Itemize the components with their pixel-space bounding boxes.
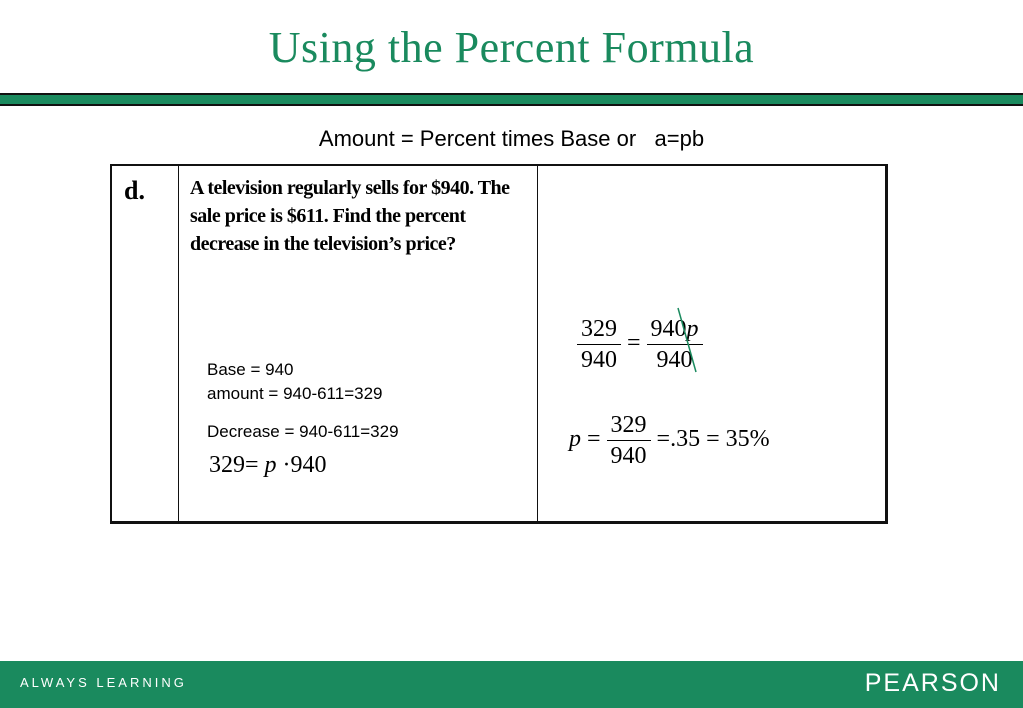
fraction-left — [577, 314, 621, 375]
pearson-logo: PEARSON — [864, 669, 1001, 697]
numerator-variable: p — [686, 316, 699, 342]
formula-subtitle: Amount = Percent times Base or a=pb — [318, 126, 705, 151]
solution-variable: p — [569, 426, 581, 453]
percent-equation — [209, 452, 327, 479]
decrease-line: Decrease = 940-611=329 — [207, 422, 399, 441]
footer-bar — [0, 661, 1023, 708]
cancel-mark — [674, 306, 704, 374]
solution-equation — [569, 410, 770, 471]
equals-sign: = — [627, 330, 641, 357]
equation-variable: p — [264, 452, 277, 478]
fraction-denominator: 940 — [581, 347, 617, 373]
fraction-numerator: 329 — [577, 314, 621, 345]
equation-dot: · — [282, 452, 291, 478]
fraction-denominator: 940 — [610, 443, 647, 469]
problem-label: d. — [124, 176, 145, 205]
problem-statement: A television regularly sells for $940. The sale price is $611. Find the percent decrease in the television’s price? — [190, 177, 510, 255]
equation-amount: 329 — [209, 452, 245, 478]
title-divider — [0, 93, 1023, 106]
footer-tagline: ALWAYS LEARNING — [20, 675, 187, 690]
fraction-denominator: 940 — [656, 347, 693, 373]
equation-base: 940 — [290, 452, 327, 478]
fraction-numerator: 329 — [607, 410, 651, 441]
numerator-coefficient: 940 — [650, 316, 687, 342]
slide-title: Using the Percent Formula — [268, 23, 755, 72]
solution-fraction — [607, 410, 651, 471]
solution-result: =.35 = 35% — [656, 426, 770, 453]
column-divider — [178, 166, 179, 521]
amount-line: amount = 940-611=329 — [207, 384, 383, 403]
base-line: Base = 940 — [207, 360, 294, 379]
column-divider — [537, 166, 538, 521]
equation-equals: = — [245, 452, 259, 478]
problem-table — [110, 164, 888, 524]
equals-sign: = — [587, 426, 601, 453]
